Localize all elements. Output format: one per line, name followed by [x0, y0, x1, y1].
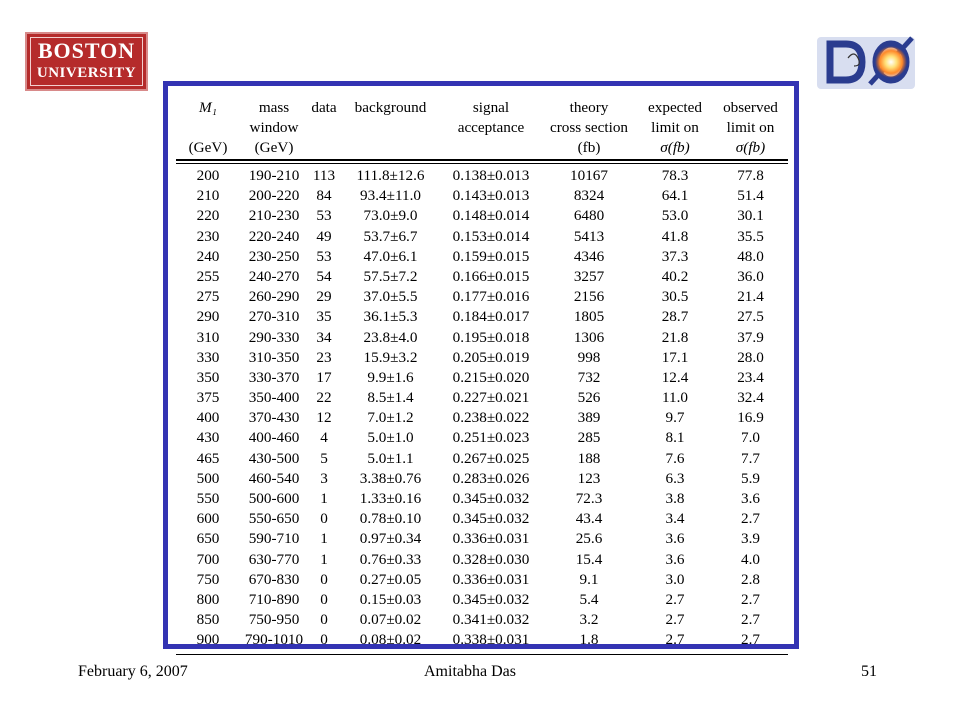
table-row — [176, 610, 788, 630]
table-cell: 3.2 — [579, 611, 599, 629]
table-cell: 2.7 — [741, 631, 760, 649]
table-cell: 54 — [316, 267, 332, 285]
table-cell: 48.0 — [737, 247, 764, 265]
table-cell: 15.9±3.2 — [363, 348, 418, 366]
table-cell: 3 — [320, 469, 328, 487]
boston-university-logo — [25, 32, 148, 91]
table-cell: 35 — [316, 308, 332, 326]
table-cell: 9.9±1.6 — [367, 368, 414, 386]
table-cell: 7.0 — [741, 429, 760, 447]
table-cell: 0.153±0.014 — [452, 227, 530, 245]
results-table-frame — [163, 81, 799, 649]
table-cell: 4.0 — [741, 550, 760, 568]
table-row — [176, 570, 788, 590]
table-cell: 53.7±6.7 — [363, 227, 418, 245]
table-cell: 330 — [196, 348, 220, 366]
table-cell: 2.7 — [665, 611, 685, 629]
table-cell: 3257 — [573, 267, 605, 285]
table-cell: 389 — [577, 409, 601, 427]
table-cell: 590-710 — [248, 530, 300, 548]
table-cell: 188 — [577, 449, 601, 467]
table-cell: 370-430 — [248, 409, 300, 427]
table-cell: 0.345±0.032 — [452, 510, 530, 528]
table-cell: 200-220 — [248, 187, 300, 205]
table-cell: 0.336±0.031 — [452, 530, 530, 548]
table-cell: 21.4 — [737, 288, 764, 306]
table-cell: 23.8±4.0 — [363, 328, 418, 346]
header-theory-cross-section: theory cross section (fb) — [549, 99, 629, 156]
table-cell: 270-310 — [248, 308, 300, 326]
table-cell: 12 — [316, 409, 332, 427]
table-cell: 3.6 — [665, 550, 685, 568]
table-cell: 32.4 — [737, 389, 764, 407]
table-cell: 1306 — [573, 328, 605, 346]
table-row — [176, 166, 788, 186]
table-cell: 220-240 — [248, 227, 300, 245]
table-row — [176, 428, 788, 448]
table-cell: 36.1±5.3 — [363, 308, 418, 326]
table-cell: 35.5 — [737, 227, 764, 245]
table-cell: 465 — [196, 449, 220, 467]
table-cell: 0.328±0.030 — [452, 550, 530, 568]
table-row — [176, 247, 788, 267]
dzero-logo-icon — [812, 22, 920, 92]
table-cell: 400-460 — [248, 429, 300, 447]
footer-page-number: 51 — [861, 663, 877, 680]
table-cell: 0.27±0.05 — [359, 570, 422, 588]
table-cell: 0.345±0.032 — [452, 490, 530, 507]
table-row — [176, 227, 788, 247]
table-cell: 0.76±0.33 — [359, 550, 422, 568]
table-cell: 57.5±7.2 — [363, 267, 418, 285]
table-cell: 8.1 — [665, 429, 685, 447]
table-cell: 0.336±0.031 — [452, 570, 530, 588]
table-cell: 9.1 — [579, 570, 599, 588]
table-cell: 23 — [316, 348, 332, 366]
table-cell: 111.8±12.6 — [356, 167, 425, 184]
table-cell: 285 — [577, 429, 601, 447]
table-cell: 113 — [312, 167, 336, 184]
table-header — [176, 94, 788, 159]
table-cell: 10167 — [570, 167, 608, 184]
table-cell: 123 — [577, 469, 601, 487]
table-cell: 1.33±0.16 — [359, 490, 422, 507]
table-cell: 30.1 — [737, 207, 764, 225]
table-cell: 0.238±0.022 — [452, 409, 530, 427]
table-cell: 0.215±0.020 — [452, 368, 530, 386]
table-cell: 430-500 — [248, 449, 300, 467]
table-cell: 600 — [196, 510, 220, 528]
table-cell: 49 — [316, 227, 332, 245]
logo-line-boston: BOSTON — [37, 38, 136, 63]
table-cell: 200 — [196, 167, 220, 184]
header-signal-acceptance: signal acceptance — [457, 99, 525, 136]
table-cell: 550-650 — [248, 510, 300, 528]
table-cell: 3.38±0.76 — [359, 469, 422, 487]
table-cell: 1 — [320, 530, 328, 548]
table-cell: 73.0±9.0 — [363, 207, 418, 225]
footer-author: Amitabha Das — [424, 663, 516, 680]
table-cell: 8324 — [573, 187, 605, 205]
table-cell: 3.6 — [741, 490, 760, 507]
table-row — [176, 368, 788, 388]
table-row — [176, 206, 788, 226]
table-cell: 29 — [316, 288, 332, 306]
table-row — [176, 267, 788, 287]
table-body — [176, 164, 788, 651]
table-cell: 350 — [196, 368, 220, 386]
table-cell: 998 — [577, 348, 601, 366]
table-cell: 650 — [196, 530, 220, 548]
table-cell: 72.3 — [575, 490, 603, 507]
table-cell: 2.7 — [665, 631, 685, 649]
table-cell: 21.8 — [661, 328, 689, 346]
table-cell: 34 — [316, 328, 332, 346]
table-cell: 0.177±0.016 — [452, 288, 530, 306]
table-cell: 47.0±6.1 — [363, 247, 418, 265]
table-cell: 30.5 — [661, 288, 689, 306]
table-cell: 375 — [196, 389, 220, 407]
table-cell: 11.0 — [661, 389, 688, 407]
header-rule-top — [176, 159, 788, 161]
table-cell: 0.338±0.031 — [452, 631, 530, 649]
table-cell: 37.3 — [661, 247, 689, 265]
table-cell: 37.9 — [737, 328, 764, 346]
table-cell: 53 — [316, 247, 332, 265]
table-cell: 7.0±1.2 — [367, 409, 414, 427]
footer-date: February 6, 2007 — [78, 663, 188, 680]
table-row — [176, 287, 788, 307]
table-cell: 53 — [316, 207, 332, 225]
table-cell: 0.205±0.019 — [452, 348, 530, 366]
table-cell: 25.6 — [575, 530, 603, 548]
table-cell: 500-600 — [248, 490, 300, 507]
table-cell: 5.9 — [741, 469, 760, 487]
table-cell: 0.267±0.025 — [452, 449, 530, 467]
table-cell: 0.345±0.032 — [452, 590, 530, 608]
table-cell: 8.5±1.4 — [367, 389, 414, 407]
table-cell: 12.4 — [661, 368, 689, 386]
table-cell: 17.1 — [661, 348, 689, 366]
table-cell: 0.184±0.017 — [452, 308, 530, 326]
table-row — [176, 590, 788, 610]
table-cell: 23.4 — [737, 368, 764, 386]
table-cell: 28.7 — [661, 308, 689, 326]
header-background: background — [354, 99, 427, 116]
table-cell: 3.0 — [665, 570, 685, 588]
table-row — [176, 328, 788, 348]
table-cell: 7.6 — [665, 449, 685, 467]
table-cell: 900 — [196, 631, 220, 649]
table-cell: 750 — [196, 570, 220, 588]
table-cell: 37.0±5.5 — [363, 288, 418, 306]
table-cell: 3.8 — [665, 490, 685, 507]
table-cell: 3.6 — [665, 530, 685, 548]
table-cell: 2.7 — [741, 611, 760, 629]
table-cell: 850 — [196, 611, 220, 629]
table-cell: 36.0 — [737, 267, 764, 285]
table-cell: 350-400 — [248, 389, 300, 407]
table-cell: 0.148±0.014 — [452, 207, 530, 225]
table-row — [176, 469, 788, 489]
table-cell: 2156 — [573, 288, 605, 306]
table-cell: 255 — [196, 267, 220, 285]
table-row — [176, 529, 788, 549]
table-cell: 0.97±0.34 — [359, 530, 422, 548]
header-m1: M₁ (GeV) — [188, 99, 228, 156]
table-cell: 0 — [320, 611, 328, 629]
table-row — [176, 630, 788, 650]
table-cell: 230-250 — [248, 247, 300, 265]
table-cell: 210-230 — [248, 207, 300, 225]
table-cell: 0.251±0.023 — [452, 429, 530, 447]
table-cell: 430 — [196, 429, 220, 447]
table-row — [176, 550, 788, 570]
table-cell: 4346 — [573, 247, 605, 265]
table-cell: 0.283±0.026 — [452, 469, 530, 487]
table-cell: 400 — [196, 409, 220, 427]
table-row — [176, 348, 788, 368]
table-cell: 800 — [196, 590, 220, 608]
table-cell: 330-370 — [248, 368, 300, 386]
table-cell: 310-350 — [248, 348, 300, 366]
table-cell: 1 — [320, 550, 328, 568]
table-cell: 0 — [320, 590, 328, 608]
table-row — [176, 307, 788, 327]
table-cell: 700 — [196, 550, 220, 568]
table-cell: 630-770 — [248, 550, 300, 568]
table-cell: 1 — [320, 490, 328, 507]
table-cell: 6.3 — [665, 469, 685, 487]
table-cell: 4 — [320, 429, 328, 447]
table-cell: 1.8 — [579, 631, 599, 649]
table-cell: 732 — [577, 368, 601, 386]
table-cell: 0.15±0.03 — [359, 590, 422, 608]
table-cell: 64.1 — [661, 187, 689, 205]
table-cell: 16.9 — [737, 409, 764, 427]
table-row — [176, 408, 788, 428]
table-cell: 6480 — [573, 207, 605, 225]
table-cell: 3.9 — [741, 530, 760, 548]
table-cell: 750-950 — [248, 611, 300, 629]
table-cell: 1805 — [573, 308, 605, 326]
table-cell: 310 — [196, 328, 220, 346]
table-cell: 500 — [196, 469, 220, 487]
header-expected-limit: expected limit on σ(fb) — [648, 99, 702, 156]
table-cell: 27.5 — [737, 308, 764, 326]
table-cell: 40.2 — [661, 267, 689, 285]
table-cell: 93.4±11.0 — [360, 187, 421, 205]
table-cell: 0.341±0.032 — [452, 611, 530, 629]
table-cell: 9.7 — [665, 409, 685, 427]
table-cell: 0.08±0.02 — [359, 631, 422, 649]
table-cell: 28.0 — [737, 348, 764, 366]
table-cell: 3.4 — [665, 510, 685, 528]
table-cell: 0.07±0.02 — [359, 611, 422, 629]
table-cell: 0.78±0.10 — [359, 510, 422, 528]
table-cell: 230 — [196, 227, 220, 245]
table-cell: 0.195±0.018 — [452, 328, 530, 346]
table-cell: 2.7 — [741, 510, 760, 528]
table-row — [176, 186, 788, 206]
header-mass-window: mass window (GeV) — [249, 99, 299, 156]
header-observed-limit: observed limit on σ(fb) — [723, 99, 778, 156]
table-cell: 0.166±0.015 — [452, 267, 530, 285]
table-cell: 2.7 — [665, 590, 685, 608]
table-cell: 5.4 — [579, 590, 599, 608]
table-cell: 7.7 — [741, 449, 760, 467]
table-cell: 17 — [316, 368, 332, 386]
table-cell: 77.8 — [737, 167, 764, 184]
table-cell: 15.4 — [575, 550, 603, 568]
table-cell: 275 — [196, 288, 220, 306]
table-cell: 78.3 — [661, 167, 689, 184]
table-cell: 526 — [577, 389, 601, 407]
table-cell: 0.227±0.021 — [452, 389, 530, 407]
table-cell: 84 — [316, 187, 332, 205]
table-row — [176, 489, 788, 509]
table-cell: 0.143±0.013 — [452, 187, 530, 205]
table-cell: 0 — [320, 510, 328, 528]
table-cell: 790-1010 — [244, 631, 304, 649]
table-row — [176, 388, 788, 408]
logo-line-university: UNIVERSITY — [36, 65, 137, 81]
table-cell: 460-540 — [248, 469, 300, 487]
table-cell: 290-330 — [248, 328, 300, 346]
table-cell: 2.7 — [741, 590, 760, 608]
table-cell: 290 — [196, 308, 220, 326]
table-cell: 5.0±1.0 — [367, 429, 414, 447]
table-cell: 220 — [196, 207, 220, 225]
table-cell: 710-890 — [248, 590, 300, 608]
table-cell: 0.138±0.013 — [452, 167, 530, 184]
table-row — [176, 509, 788, 529]
table-bottom-rule — [176, 654, 788, 656]
table-cell: 51.4 — [737, 187, 764, 205]
table-cell: 5.0±1.1 — [367, 449, 414, 467]
table-cell: 670-830 — [248, 570, 300, 588]
table-cell: 0 — [320, 631, 328, 649]
results-table — [176, 94, 788, 655]
table-cell: 240-270 — [248, 267, 300, 285]
table-cell: 53.0 — [661, 207, 689, 225]
table-cell: 5413 — [573, 227, 605, 245]
table-cell: 5 — [320, 449, 328, 467]
table-cell: 41.8 — [661, 227, 689, 245]
table-cell: 0 — [320, 570, 328, 588]
table-cell: 210 — [196, 187, 220, 205]
table-cell: 0.159±0.015 — [452, 247, 530, 265]
table-cell: 240 — [196, 247, 220, 265]
table-row — [176, 449, 788, 469]
table-cell: 43.4 — [575, 510, 603, 528]
table-cell: 22 — [316, 389, 332, 407]
header-data: data — [311, 99, 337, 116]
table-cell: 550 — [196, 490, 220, 507]
table-cell: 260-290 — [248, 288, 300, 306]
table-cell: 2.8 — [741, 570, 760, 588]
table-cell: 190-210 — [248, 167, 300, 184]
